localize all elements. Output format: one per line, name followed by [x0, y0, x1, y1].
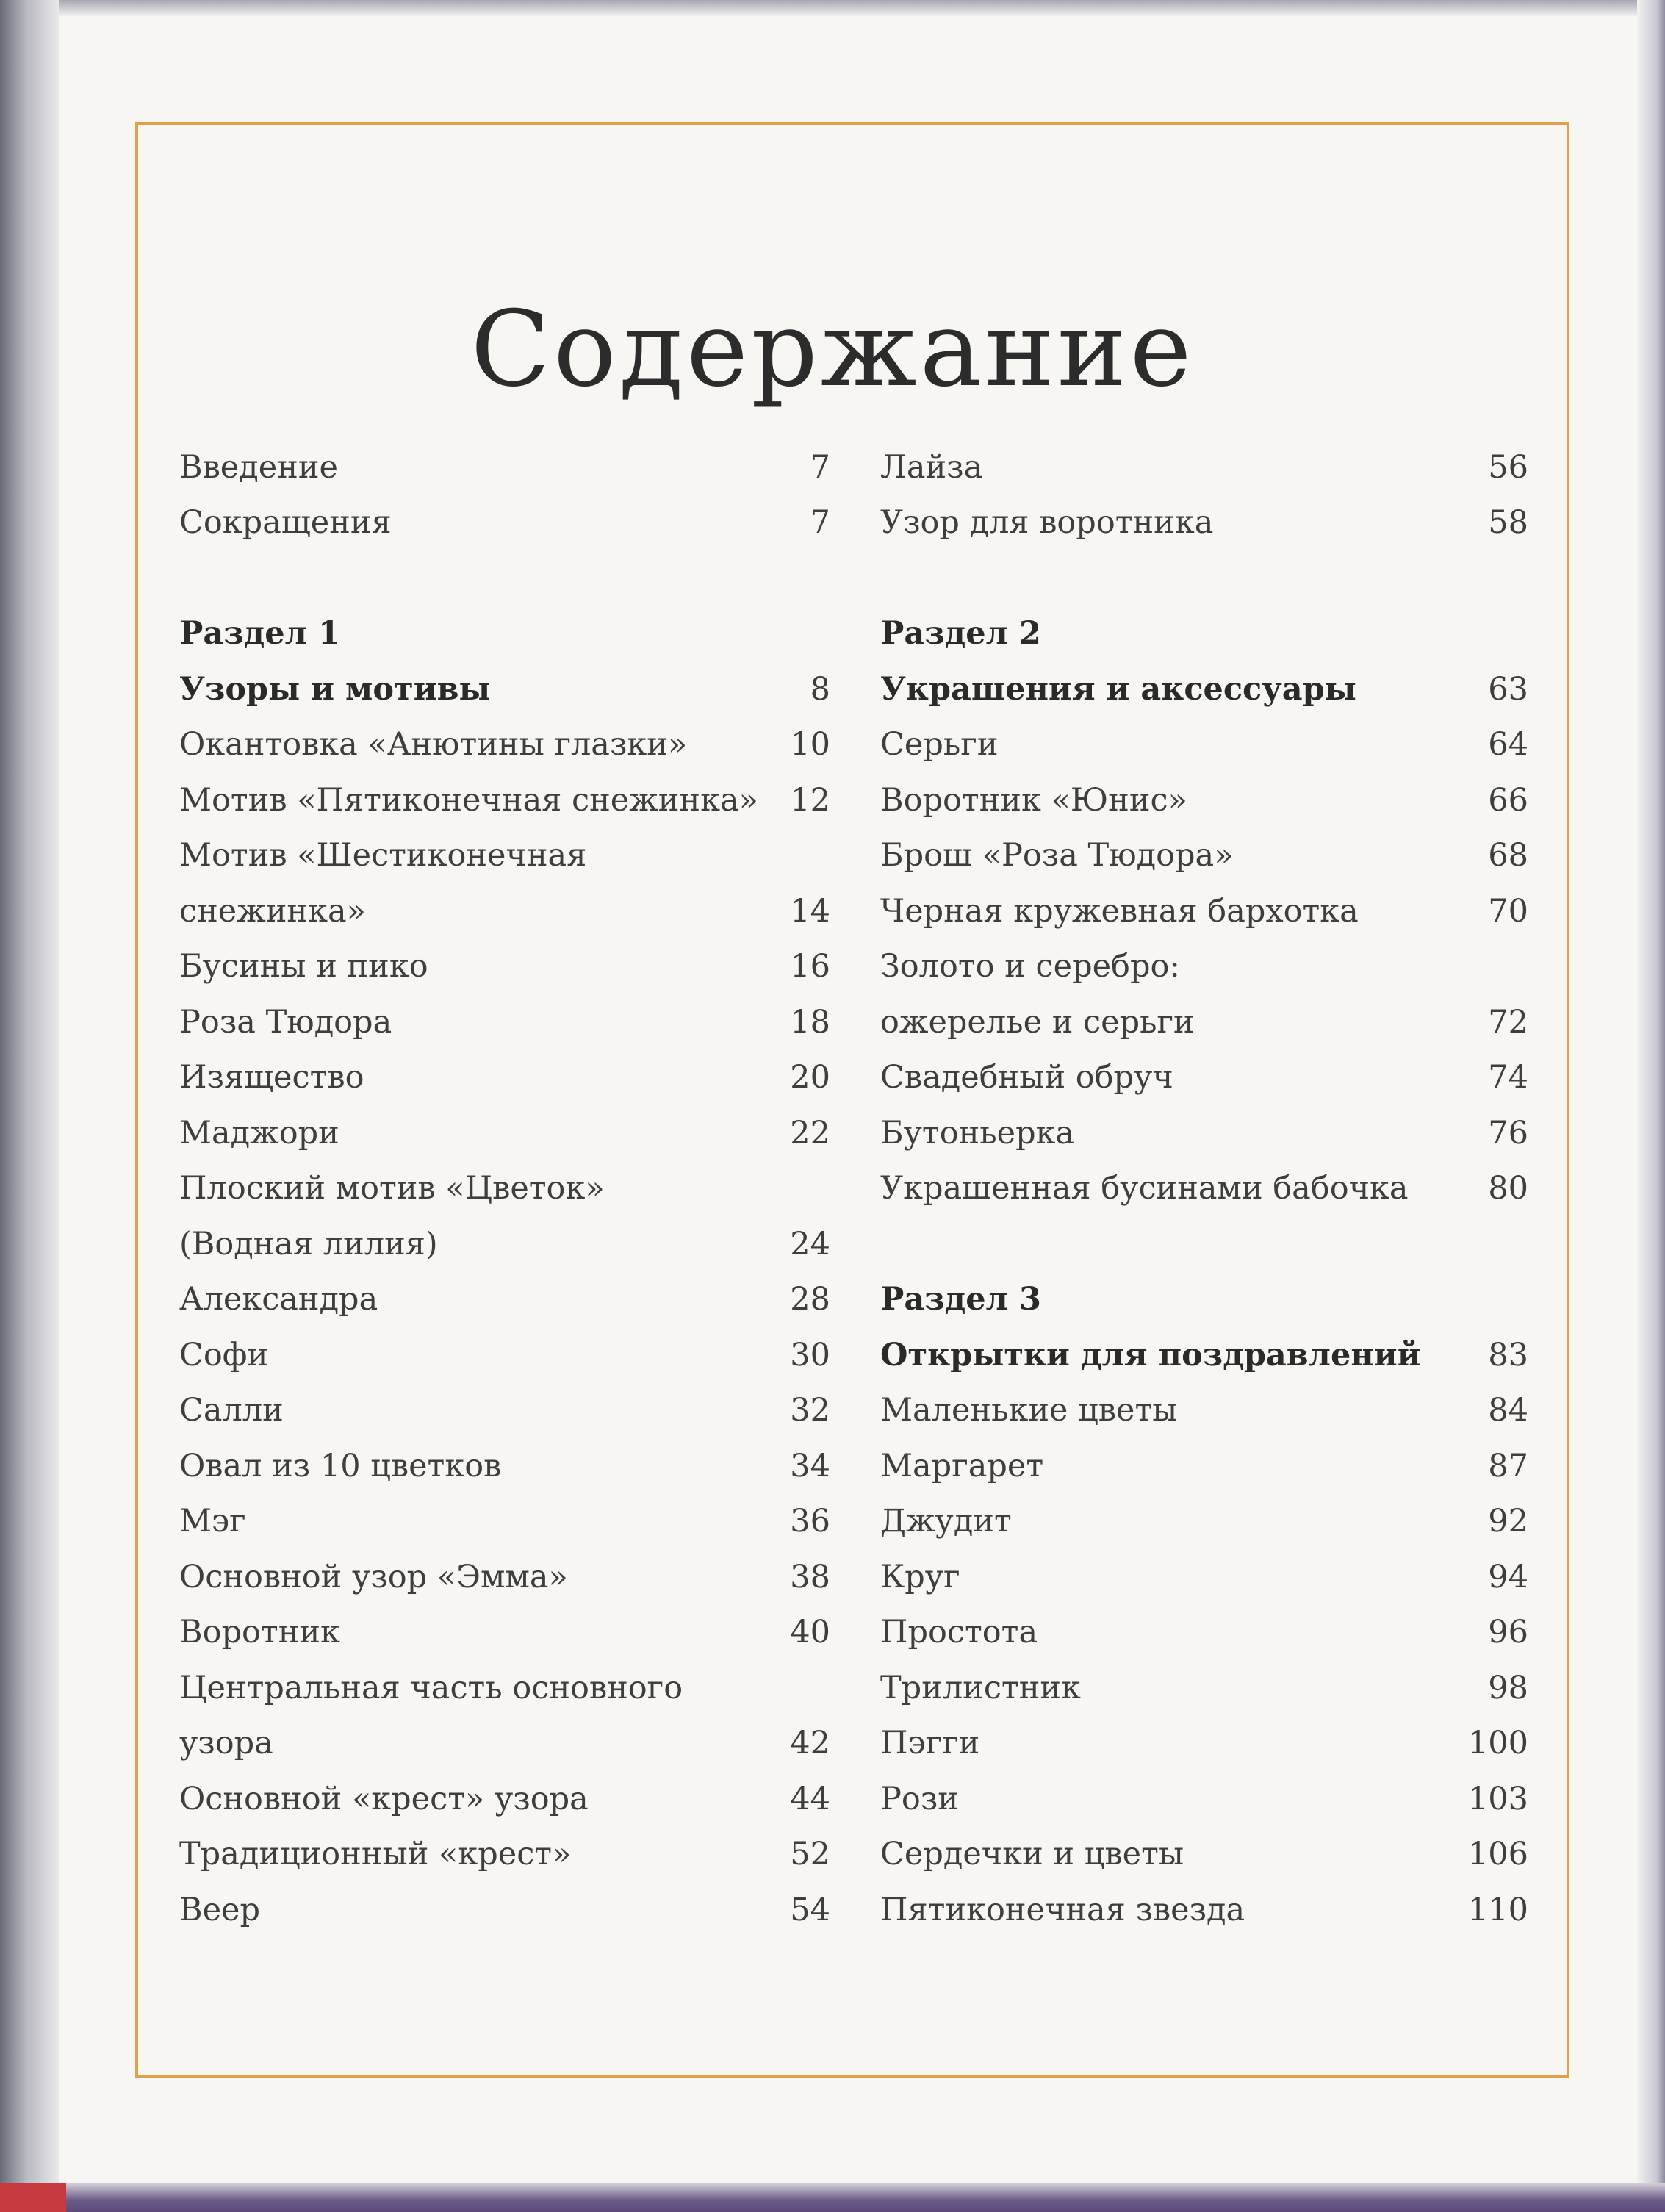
toc-entry [880, 1494, 1528, 1550]
toc-entry [179, 1438, 830, 1494]
toc-entry-title: Серьги [880, 726, 999, 764]
toc-entry-page-number: 36 [790, 1503, 830, 1540]
toc-entry-page-number: 34 [790, 1447, 830, 1484]
toc-entry-page-number: 12 [790, 781, 830, 819]
toc-entry-title: Мотив «Шестиконечная [179, 837, 587, 875]
toc-entry-page-number: 7 [810, 504, 830, 542]
toc-entry-title: Украшения и аксессуары [880, 670, 1356, 708]
toc-entry-title: Центральная часть основного [179, 1669, 683, 1706]
toc-entry [880, 883, 1528, 939]
toc-entry-title: Бусины и пико [179, 948, 428, 985]
toc-entry [179, 1161, 830, 1217]
toc-entry [179, 1050, 830, 1106]
toc-entry-page-number: 10 [790, 726, 830, 764]
toc-entry [880, 1383, 1528, 1439]
toc-entry [179, 939, 830, 995]
toc-entry-page-number: 103 [1467, 1780, 1528, 1817]
toc-entry-title: (Водная лилия) [179, 1225, 438, 1263]
page-title: Содержание [470, 289, 1195, 411]
toc-entry-page-number: 110 [1467, 1891, 1528, 1928]
toc-entry-title: Рози [880, 1780, 959, 1817]
toc-entry-page-number: 66 [1488, 781, 1528, 819]
toc-entry-page-number: 68 [1488, 837, 1528, 875]
toc-entry-title: Брош «Роза Тюдора» [880, 837, 1234, 875]
toc-entry [179, 772, 830, 828]
toc-entry-title: Лайза [880, 448, 983, 486]
toc-right-column [880, 439, 1528, 1938]
toc-entry [880, 1438, 1528, 1494]
toc-entry-title: Золото и серебро: [880, 948, 1180, 985]
toc-entry-page-number: 22 [790, 1114, 830, 1152]
toc-entry-title: Маджори [179, 1114, 339, 1152]
toc-entry-page-number: 58 [1488, 504, 1528, 542]
toc-entry-title: Александра [179, 1281, 378, 1318]
toc-entry [179, 495, 830, 551]
toc-entry-page-number: 8 [810, 670, 830, 708]
toc-entry-title: Бутоньерка [880, 1114, 1075, 1152]
toc-entry [179, 994, 830, 1050]
toc-entry-page-number: 7 [810, 448, 830, 486]
toc-entry-title: Основной узор «Эмма» [179, 1558, 568, 1595]
toc-entry-page-number: 16 [790, 948, 830, 985]
toc-entry [880, 495, 1528, 551]
toc-entry [880, 1549, 1528, 1605]
toc-entry-page-number: 18 [790, 1003, 830, 1041]
toc-entry [880, 439, 1528, 495]
cover-red-corner [0, 2183, 66, 2212]
toc-entry [179, 1771, 830, 1827]
toc-entry-title: Мотив «Пятиконечная снежинка» [179, 781, 758, 819]
toc-entry-page-number: 63 [1488, 670, 1528, 708]
toc-entry [179, 1605, 830, 1661]
toc-entry-title: Традиционный «крест» [179, 1836, 572, 1873]
toc-entry-page-number: 87 [1488, 1447, 1528, 1484]
toc-entry-title: Узоры и мотивы [179, 670, 491, 708]
toc-entry [179, 439, 830, 495]
toc-entry-title: Украшенная бусинами бабочка [880, 1170, 1409, 1207]
toc-entry [880, 994, 1528, 1050]
toc-entry [179, 1549, 830, 1605]
toc-entry-title: Веер [179, 1891, 261, 1928]
toc-entry-title: узора [179, 1725, 273, 1762]
toc-entry-title: Трилистник [880, 1669, 1081, 1706]
toc-entry-title: Мэг [179, 1503, 246, 1540]
toc-entry-page-number: 76 [1488, 1114, 1528, 1152]
toc-entry [179, 1105, 830, 1161]
page-top-edge [0, 0, 1665, 16]
toc-entry [880, 1716, 1528, 1772]
toc-entry-page-number: 80 [1488, 1170, 1528, 1207]
toc-entry-title: Овал из 10 цветков [179, 1447, 502, 1484]
toc-entry [179, 828, 830, 884]
toc-entry-page-number: 72 [1488, 1003, 1528, 1041]
toc-entry [179, 883, 830, 939]
section-spacer [179, 550, 830, 606]
toc-entry [880, 1827, 1528, 1883]
toc-entry [179, 1660, 830, 1716]
toc-entry-title: Воротник «Юнис» [880, 781, 1187, 819]
toc-entry-title: Введение [179, 448, 338, 486]
toc-entry [179, 1272, 830, 1328]
toc-entry-page-number: 54 [790, 1891, 830, 1928]
toc-entry [179, 1216, 830, 1272]
toc-entry [179, 1882, 830, 1938]
toc-entry-page-number: 74 [1488, 1059, 1528, 1096]
toc-entry-page-number: 96 [1488, 1614, 1528, 1651]
toc-left-column [179, 439, 830, 1938]
toc-entry-page-number: 92 [1488, 1503, 1528, 1540]
toc-section-heading [880, 606, 1528, 662]
toc-entry-page-number: 83 [1488, 1336, 1528, 1373]
toc-entry-page-number: 24 [790, 1225, 830, 1263]
toc-entry-page-number: 84 [1488, 1392, 1528, 1429]
toc-section-heading [179, 661, 830, 717]
toc-entry [880, 1605, 1528, 1661]
toc-entry [880, 1660, 1528, 1716]
toc-entry-title: Узор для воротника [880, 504, 1214, 542]
toc-entry-title: ожерелье и серьги [880, 1003, 1195, 1041]
toc-entry [880, 939, 1528, 995]
toc-entry-page-number: 14 [790, 892, 830, 930]
toc-entry-title: Раздел 1 [179, 615, 340, 653]
toc-entry-page-number: 40 [790, 1614, 830, 1651]
toc-entry [880, 717, 1528, 773]
toc-entry-title: Плоский мотив «Цветок» [179, 1170, 605, 1207]
toc-entry-title: Круг [880, 1558, 960, 1595]
toc-entry [880, 828, 1528, 884]
toc-entry-title: Салли [179, 1392, 284, 1429]
toc-entry-title: Открытки для поздравлений [880, 1336, 1421, 1373]
toc-section-heading [179, 606, 830, 662]
toc-section-heading [880, 1272, 1528, 1328]
toc-entry-title: Основной «крест» узора [179, 1780, 589, 1817]
toc-entry-title: Пятиконечная звезда [880, 1891, 1245, 1928]
toc-entry-page-number: 56 [1488, 448, 1528, 486]
toc-entry-title: Джудит [880, 1503, 1012, 1540]
toc-entry [880, 1050, 1528, 1106]
toc-entry-title: Роза Тюдора [179, 1003, 392, 1041]
toc-entry-title: Раздел 3 [880, 1281, 1041, 1318]
toc-entry-title: Сокращения [179, 504, 392, 542]
toc-entry-title: Изящество [179, 1059, 364, 1096]
toc-entry-page-number: 52 [790, 1836, 830, 1873]
toc-entry [179, 1827, 830, 1883]
toc-entry [880, 1771, 1528, 1827]
toc-entry [179, 1327, 830, 1383]
toc-entry [880, 1882, 1528, 1938]
toc-entry-title: Раздел 2 [880, 615, 1041, 653]
toc-entry-page-number: 38 [790, 1558, 830, 1595]
toc-entry [179, 717, 830, 773]
toc-entry-page-number: 30 [790, 1336, 830, 1373]
toc-entry [880, 1105, 1528, 1161]
toc-entry-title: снежинка» [179, 892, 366, 930]
toc-entry [179, 1494, 830, 1550]
toc-entry-title: Софи [179, 1336, 269, 1373]
toc-entry [880, 772, 1528, 828]
toc-entry-title: Окантовка «Анютины глазки» [179, 726, 688, 764]
toc-section-heading [880, 1327, 1528, 1383]
toc-entry-page-number: 32 [790, 1392, 830, 1429]
toc-entry-page-number: 20 [790, 1059, 830, 1096]
toc-entry [880, 1161, 1528, 1217]
toc-entry-page-number: 98 [1488, 1669, 1528, 1706]
toc-entry-title: Сердечки и цветы [880, 1836, 1184, 1873]
toc-entry-page-number: 100 [1467, 1725, 1528, 1762]
toc-entry-title: Черная кружевная бархотка [880, 892, 1359, 930]
toc-entry-title: Свадебный обруч [880, 1059, 1173, 1096]
section-spacer [880, 550, 1528, 606]
toc-entry-title: Маленькие цветы [880, 1392, 1178, 1429]
toc-entry-page-number: 42 [790, 1725, 830, 1762]
toc-entry-title: Маргарет [880, 1447, 1044, 1484]
toc-entry [179, 1716, 830, 1772]
toc-entry [179, 1383, 830, 1439]
toc-entry-page-number: 94 [1488, 1558, 1528, 1595]
toc-entry-page-number: 64 [1488, 726, 1528, 764]
toc-entry-title: Воротник [179, 1614, 340, 1651]
toc-section-heading [880, 661, 1528, 717]
toc-entry-title: Простота [880, 1614, 1038, 1651]
book-cover-bottom-edge [0, 2183, 1665, 2212]
section-spacer [880, 1216, 1528, 1272]
toc-entry-page-number: 106 [1467, 1836, 1528, 1873]
toc-entry-page-number: 28 [790, 1281, 830, 1318]
toc-entry-page-number: 44 [790, 1780, 830, 1817]
toc-entry-page-number: 70 [1488, 892, 1528, 930]
toc-entry-title: Пэгги [880, 1725, 980, 1762]
